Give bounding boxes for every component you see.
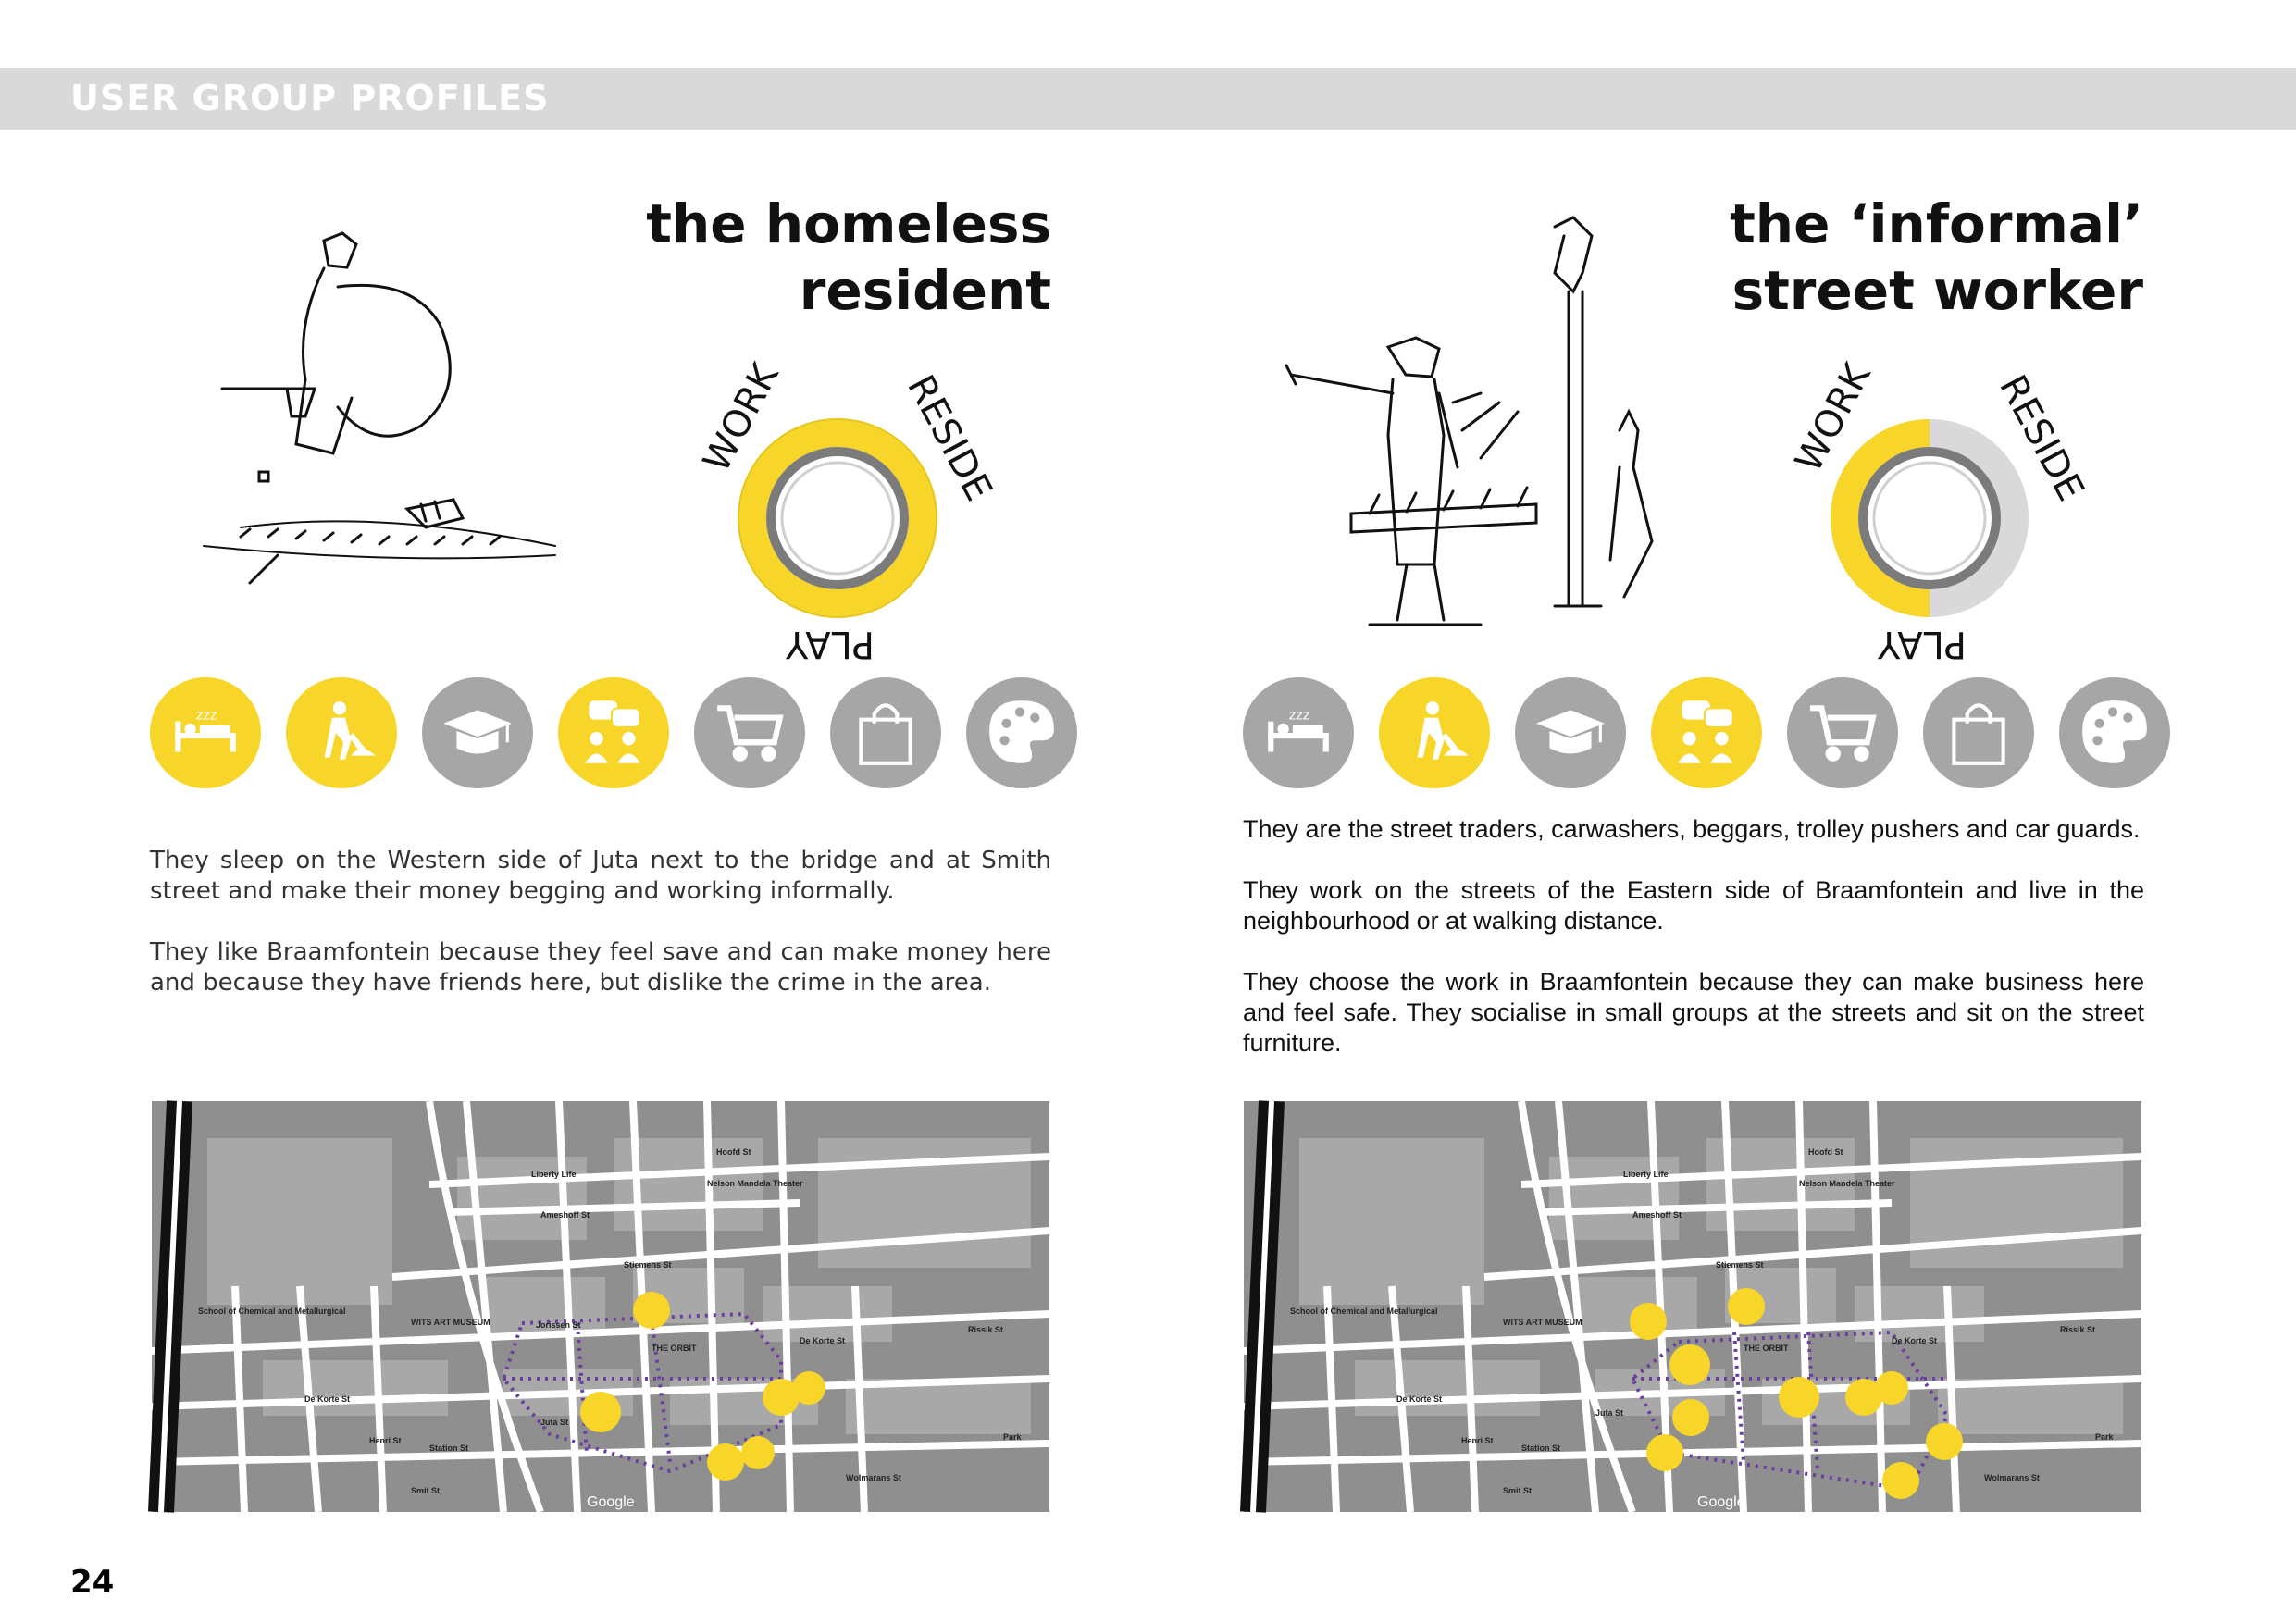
map-label-hoofd: Hoofd St — [1808, 1147, 1843, 1157]
panel-title-line1: the homeless — [646, 192, 1051, 255]
socialise-icon — [1651, 677, 1762, 788]
study-icon — [1515, 677, 1626, 788]
study-icon — [422, 677, 533, 788]
sleep-icon — [1243, 677, 1354, 788]
panel-title — [555, 191, 1051, 324]
socialise-icon — [558, 677, 669, 788]
panel-description — [150, 846, 1051, 1029]
work-icon — [286, 677, 397, 788]
map-label-liberty: Liberty Life — [1623, 1170, 1669, 1179]
work-reside-play-ring — [666, 356, 1000, 665]
map-label-wolmarans: Wolmarans St — [1984, 1473, 2040, 1482]
map-label-nelson: Nelson Mandela Theater — [1799, 1179, 1895, 1188]
page-number: 24 — [70, 1564, 115, 1601]
map-label-smit: Smit St — [1503, 1486, 1533, 1495]
svg-text:zzz: zzz — [1288, 708, 1310, 724]
paragraph: They like Braamfontein because they feel save and can make money here and because they have friends here, but dislike the crime in the area. — [150, 938, 1051, 997]
panel-description — [1243, 814, 2144, 1089]
map-label-school: School of Chemical and Metallurgical — [198, 1307, 346, 1316]
route-map — [1244, 1101, 2141, 1512]
paragraph: They sleep on the Western side of Juta next to the bridge and at Smith street and make their money begging and working informally. — [150, 847, 1051, 905]
paragraph: They choose the work in Braamfontein because they can make business here and feel safe. They socialise in small groups at the streets and sit on the street furniture. — [1243, 968, 2144, 1057]
map-label-station: Station St — [1521, 1443, 1560, 1453]
map-label-hoofd: Hoofd St — [716, 1147, 751, 1157]
page-header-title: USER GROUP PROFILES — [70, 78, 550, 118]
paragraph: They are the street traders, carwashers, beggars, trolley pushers and car guards. — [1243, 815, 2141, 843]
map-label-juta: Juta St — [540, 1418, 569, 1427]
panel-title — [1647, 191, 2143, 324]
art-palette-icon — [966, 677, 1077, 788]
paragraph: They work on the streets of the Eastern side of Braamfontein and live in the neighbourhood or at walking distance. — [1243, 876, 2144, 935]
map-label-rissik: Rissik St — [2060, 1325, 2096, 1334]
shopping-cart-icon — [694, 677, 805, 788]
panel-title-line1: the ‘informal’ — [1730, 192, 2143, 255]
work-icon — [1379, 677, 1490, 788]
art-palette-icon — [2059, 677, 2170, 788]
ring-label-play: PLAY — [1877, 623, 1967, 665]
map-label-wits: WITS ART MUSEUM — [1503, 1318, 1582, 1327]
map-label-stiemens: Stiemens St — [1716, 1260, 1764, 1270]
shopping-cart-icon — [1787, 677, 1898, 788]
shopping-bag-icon — [830, 677, 941, 788]
homeless-sketch — [185, 231, 574, 611]
map-label-park: Park — [2095, 1432, 2114, 1442]
map-label-henri: Henri St — [1461, 1436, 1494, 1445]
map-label-dekorte: De Korte St — [800, 1336, 846, 1345]
map-label-liberty: Liberty Life — [531, 1170, 577, 1179]
map-google-logo: Google — [587, 1494, 635, 1510]
ring-label-reside: RESIDE — [1991, 368, 2092, 508]
map-label-dekorte-west: De Korte St — [304, 1394, 351, 1404]
map-label-orbit: THE ORBIT — [652, 1344, 697, 1353]
map-label-dekorte: De Korte St — [1892, 1336, 1938, 1345]
map-label-station: Station St — [429, 1443, 468, 1453]
ring-label-work: WORK — [1787, 356, 1880, 479]
map-label-jorissen: Jorissen St — [536, 1320, 581, 1330]
panel-title-line2: resident — [799, 259, 1051, 322]
street-worker-sketch — [1277, 217, 1684, 634]
map-label-ameshoff: Ameshoff St — [1632, 1210, 1682, 1220]
map-label-orbit: THE ORBIT — [1744, 1344, 1789, 1353]
map-label-henri: Henri St — [369, 1436, 402, 1445]
map-label-smit: Smit St — [411, 1486, 441, 1495]
map-label-nelson: Nelson Mandela Theater — [707, 1179, 803, 1188]
ring-label-play: PLAY — [785, 623, 875, 665]
route-map — [152, 1101, 1049, 1512]
sleep-icon — [150, 677, 261, 788]
map-label-wolmarans: Wolmarans St — [846, 1473, 901, 1482]
map-label-dekorte-west: De Korte St — [1396, 1394, 1443, 1404]
shopping-bag-icon — [1923, 677, 2034, 788]
map-label-stiemens: Stiemens St — [624, 1260, 672, 1270]
map-google-logo: Google — [1697, 1494, 1745, 1510]
panel-title-line2: street worker — [1731, 259, 2143, 322]
activity-icons-row — [1243, 677, 2170, 788]
svg-text:zzz: zzz — [195, 708, 217, 724]
work-reside-play-ring — [1758, 356, 2092, 665]
map-label-school: School of Chemical and Metallurgical — [1290, 1307, 1438, 1316]
activity-icons-row — [150, 677, 1077, 788]
map-label-park: Park — [1003, 1432, 1022, 1442]
ring-label-work: WORK — [695, 356, 788, 479]
ring-label-reside: RESIDE — [899, 368, 1000, 508]
map-label-ameshoff: Ameshoff St — [540, 1210, 590, 1220]
map-label-juta: Juta St — [1595, 1408, 1624, 1418]
map-label-wits: WITS ART MUSEUM — [411, 1318, 490, 1327]
map-label-rissik: Rissik St — [968, 1325, 1004, 1334]
